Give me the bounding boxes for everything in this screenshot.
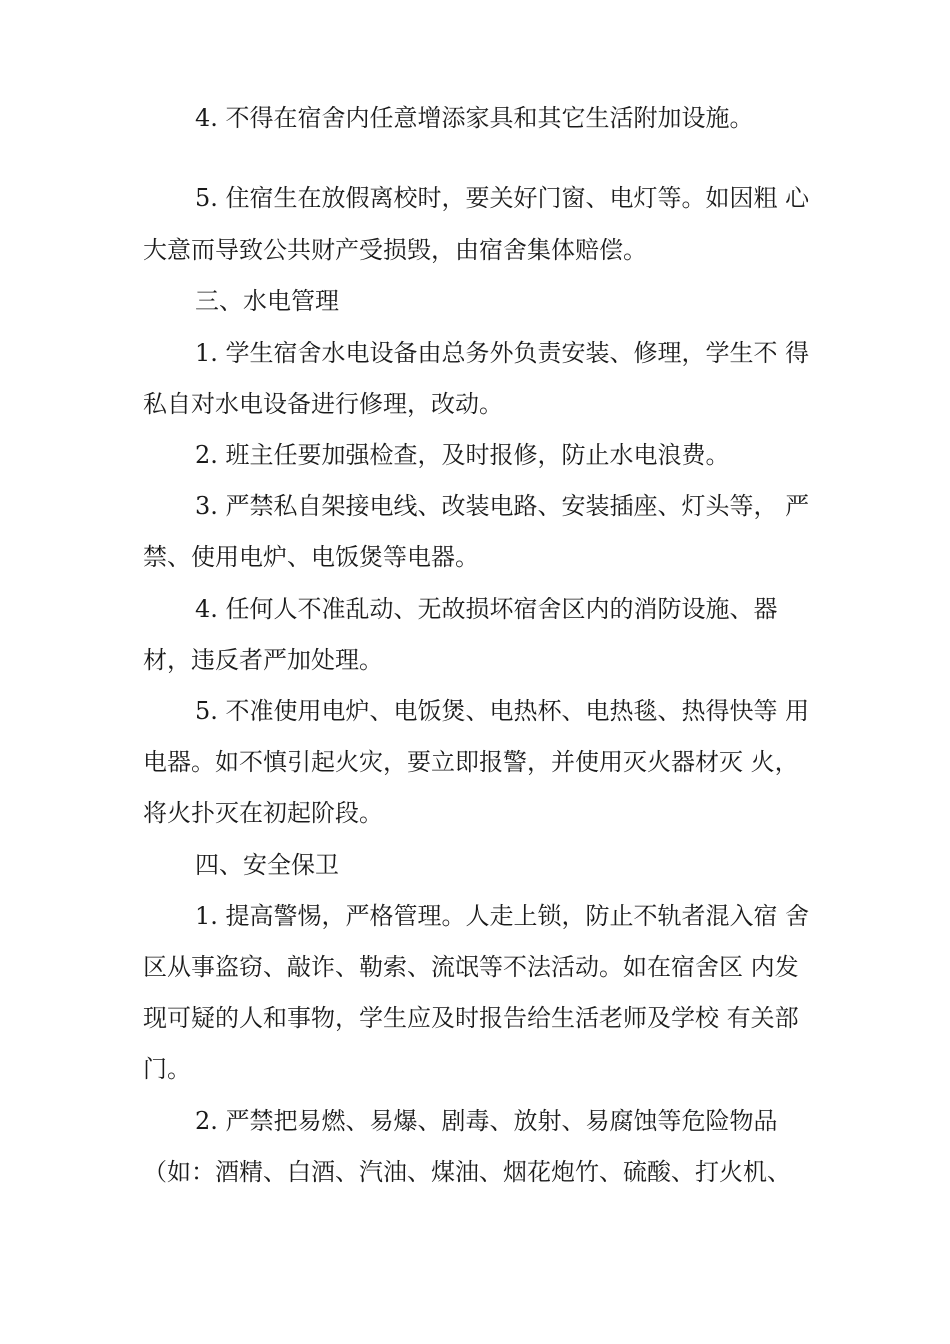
text-line: 1. 提高警惕，严格管理。人走上锁，防止不轨者混入宿 舍 xyxy=(195,902,810,930)
text-line: 电器。如不慎引起火灾，要立即报警，并使用灭火器材灭 火， xyxy=(143,748,799,776)
text-line: 将火扑灭在初起阶段。 xyxy=(143,799,383,827)
text-line: 2. 班主任要加强检查，及时报修，防止水电浪费。 xyxy=(195,441,730,469)
text-line: 1. 学生宿舍水电设备由总务外负责安装、修理，学生不 得 xyxy=(195,339,810,367)
text-line: 私自对水电设备进行修理，改动。 xyxy=(143,390,503,418)
text-line: 4. 任何人不准乱动、无故损坏宿舍区内的消防设施、器 xyxy=(195,595,778,623)
text-line: 材，违反者严加处理。 xyxy=(143,646,383,674)
section-heading: 四、安全保卫 xyxy=(195,851,339,879)
text-line: 5. 住宿生在放假离校时，要关好门窗、电灯等。如因粗 心 xyxy=(195,184,810,212)
text-line: 5. 不准使用电炉、电饭煲、电热杯、电热毯、热得快等 用 xyxy=(195,697,810,725)
text-line: 现可疑的人和事物，学生应及时报告给生活老师及学校 有关部 xyxy=(143,1004,799,1032)
section-heading: 三、水电管理 xyxy=(195,287,339,315)
text-line: （如：酒精、白酒、汽油、煤油、烟花炮竹、硫酸、打火机、 xyxy=(143,1158,791,1186)
text-line: 2. 严禁把易燃、易爆、剧毒、放射、易腐蚀等危险物品 xyxy=(195,1107,778,1135)
text-line: 大意而导致公共财产受损毁，由宿舍集体赔偿。 xyxy=(143,236,647,264)
text-line: 门。 xyxy=(143,1055,191,1083)
text-line: 4. 不得在宿舍内任意增添家具和其它生活附加设施。 xyxy=(195,104,754,132)
text-line: 区从事盗窃、敲诈、勒索、流氓等不法活动。如在宿舍区 内发 xyxy=(143,953,799,981)
text-line: 3. 严禁私自架接电线、改装电路、安装插座、灯头等， 严 xyxy=(195,492,810,520)
text-line: 禁、使用电炉、电饭煲等电器。 xyxy=(143,543,479,571)
